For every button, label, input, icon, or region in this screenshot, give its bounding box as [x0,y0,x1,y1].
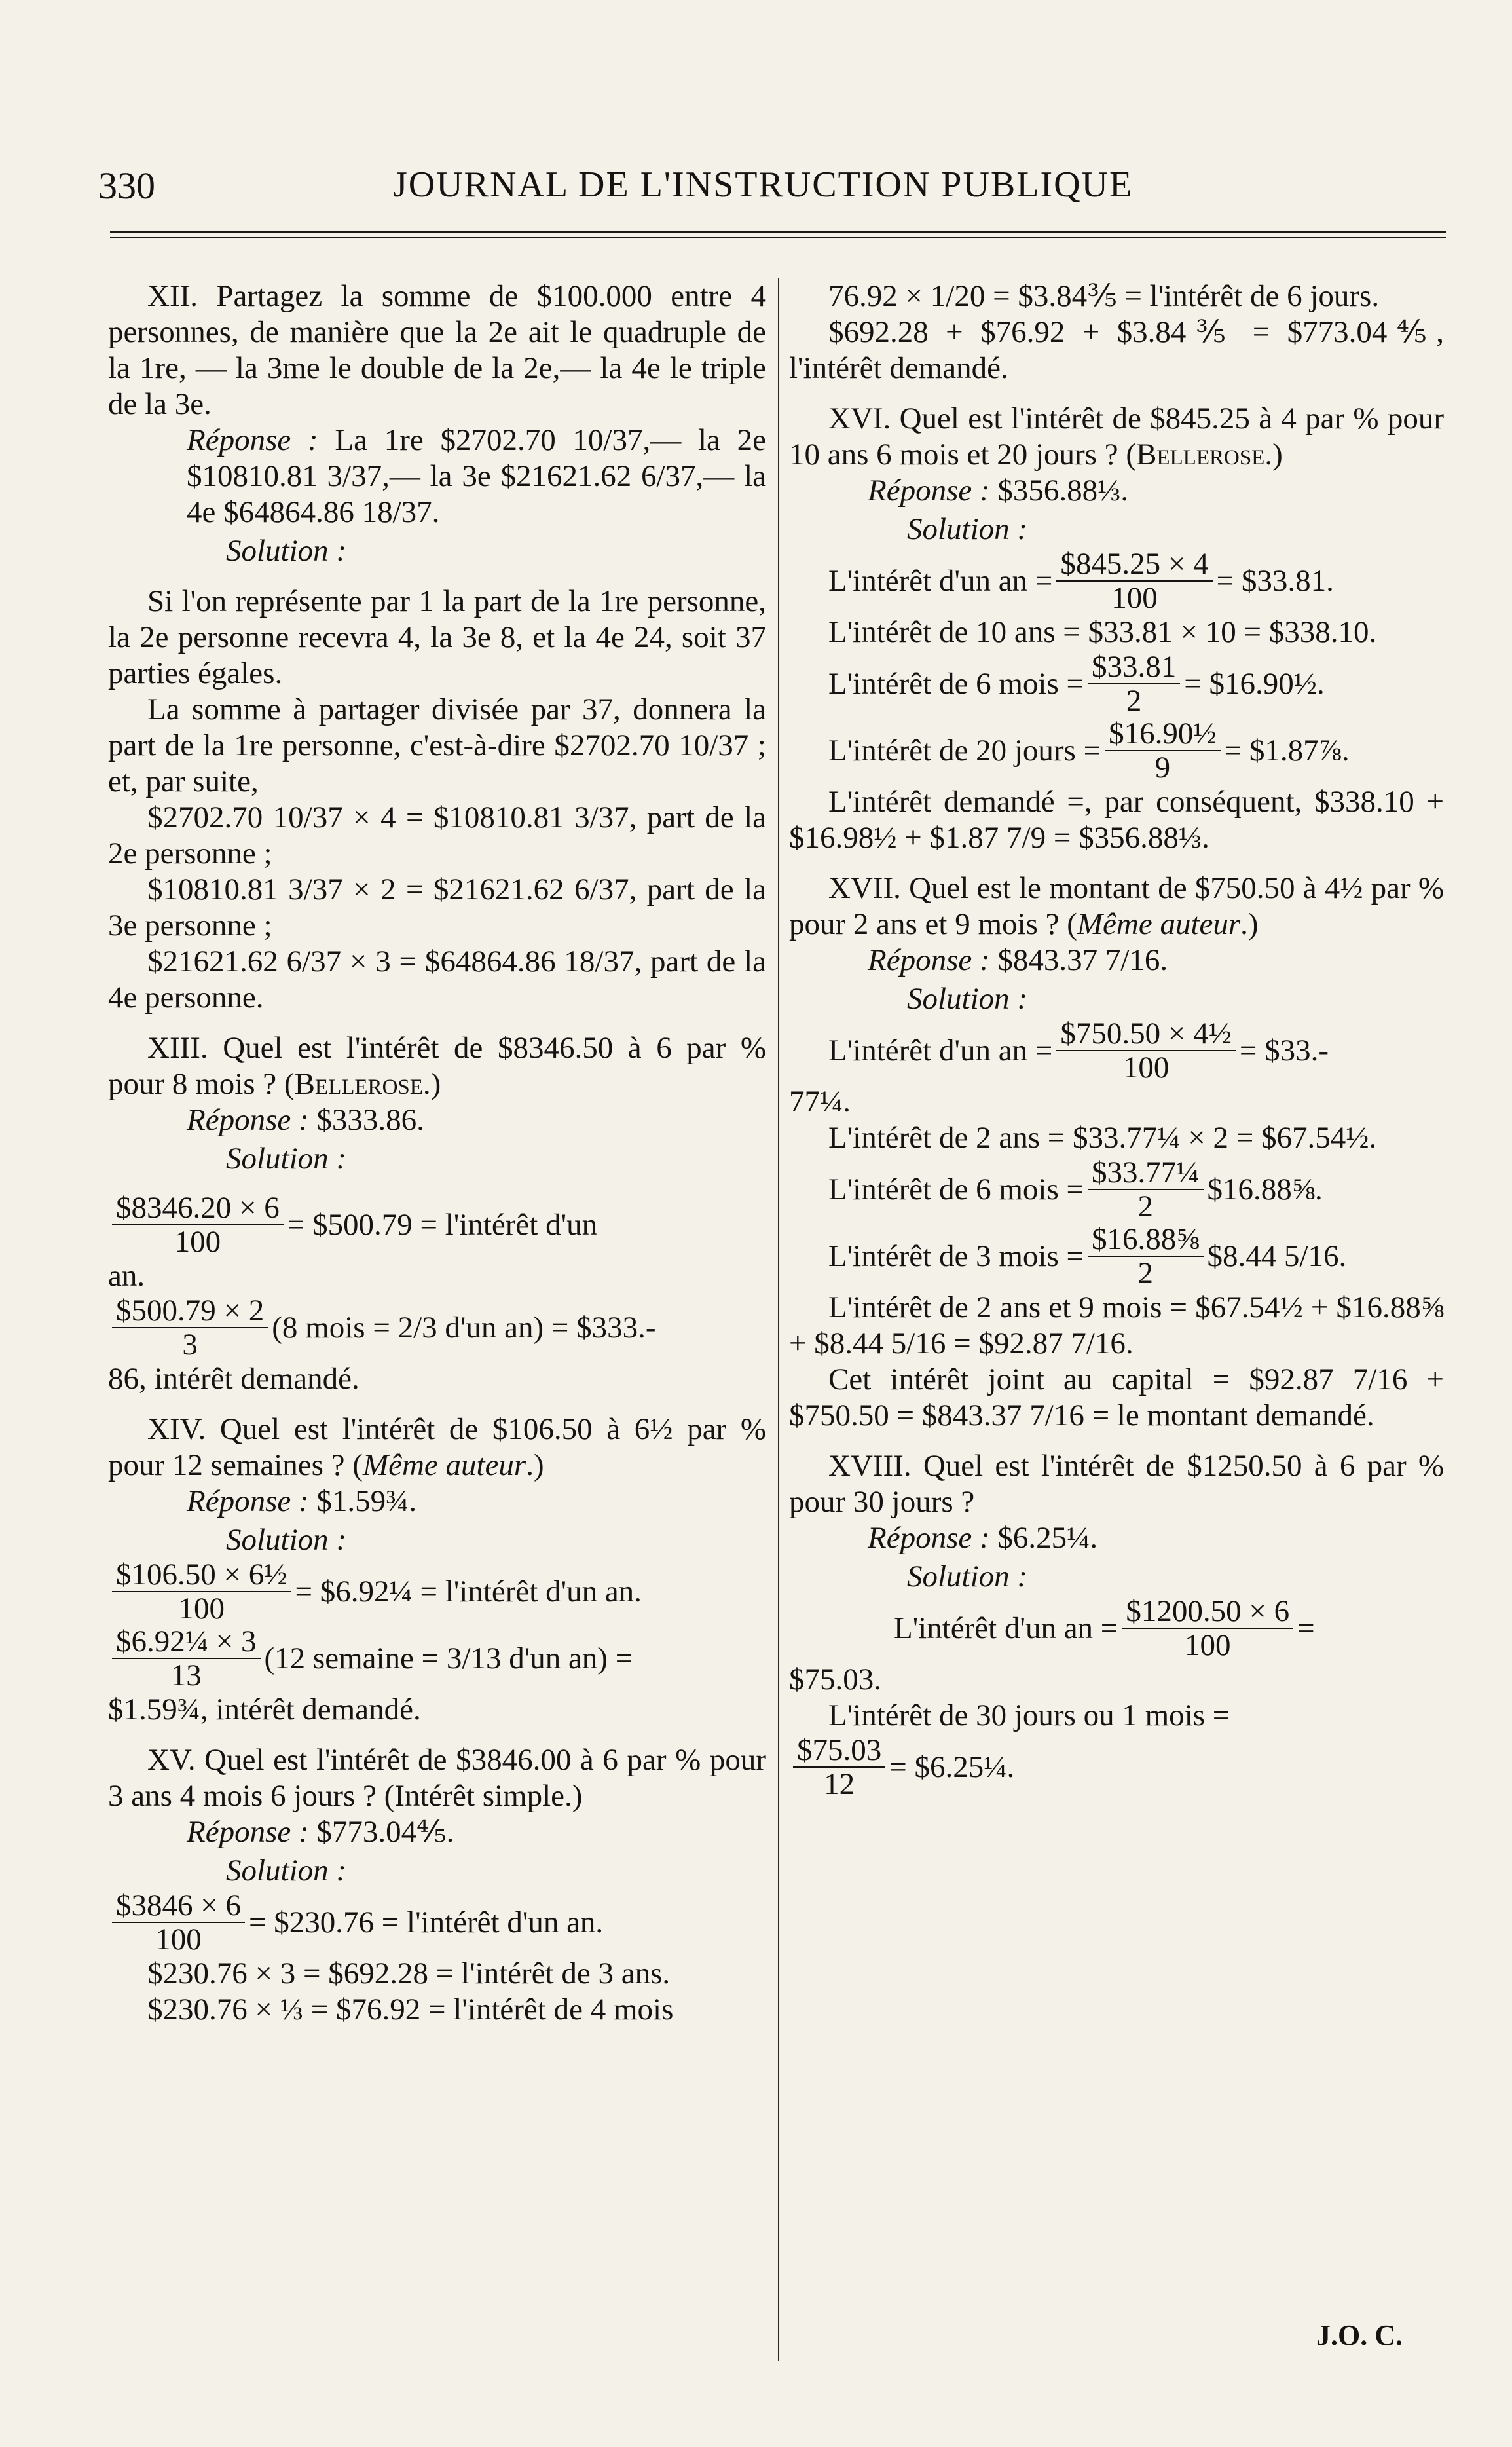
answer-label: Réponse : [868,943,990,977]
fraction: $\frac{\text{\$6.92¼ × 3}}{13}$ [112,1625,261,1692]
author-name: Même auteur [1077,907,1241,941]
problem-xiii-question: XIII. Quel est l'intérêt de $8346.50 à 6 par % pour 8 mois ? (Bellerose.) [108,1031,766,1101]
problem-xiv-answer [108,1484,766,1520]
fraction: $\frac{\$845.25 \times 4}{100}$ [1056,548,1212,614]
fraction: $\frac{\$500.79 \times 2}{3}$ [112,1294,268,1361]
answer-text: $773.04⅘. [316,1815,454,1849]
fraction: $\frac{\text{\$33.77¼}}{2}$ [1088,1156,1204,1223]
equation-line: L'intérêt d'un an = $\frac{\text{\$750.50 × 4½}}{100}$ = $33.- [828,1017,1329,1085]
solution-label: Solution : [226,534,347,568]
equation-line: L'intérêt de 3 mois = $\frac{\text{\$16.88⅝}}{2}$ $8.44 5/16. [828,1222,1347,1290]
equation-line: $692.28 + $76.92 + $3.84⅗ = $773.04⅘, l'intérêt demandé. [789,315,1444,385]
equation-line: $\frac{\$3846 \times 6}{100}$ = $230.76 = l'intérêt d'un an. [108,1889,766,1956]
equation-line: L'intérêt de 6 mois = $\frac{\text{\$33.77¼}}{2}$ $16.88⅝. [828,1155,1323,1224]
header-rule [110,231,1446,233]
answer-text: $333.86. [316,1103,424,1137]
equation-line: L'intérêt d'un an = $\frac{\$1200.50 \times 6}{100}$ = [894,1594,1315,1662]
problem-xii-paragraph: Si l'on représente par 1 la part de la 1re personne, la 2e personne recevra 4, la 3e 8, et la 4e 24, soit 37 parties égales. [108,584,766,690]
solution-label: Solution : [907,982,1028,1016]
equation-line: L'intérêt de 2 ans et 9 mois = $67.54½ + $16.88⅝ + $8.44 5/16 = $92.87 7/16. [789,1290,1444,1360]
problem-xv-question: XV. Quel est l'intérêt de $3846.00 à 6 par % pour 3 ans 4 mois 6 jours ? (Intérêt simple.) [108,1743,766,1813]
page-number: 330 [98,164,155,207]
equation-line: L'intérêt de 10 ans = $33.81 × 10 = $338.10. [828,615,1377,649]
equation-line: $\frac{\text{\$6.92¼ × 3}}{13}$ (12 semaine = 3/13 d'un an) = [108,1625,766,1692]
equation-line: L'intérêt de 6 mois = $\frac{\$33.81}{2}$ = $16.90½. [828,650,1325,718]
solution-label: Solution : [226,1523,347,1557]
equation-line: $\frac{\$500.79 \times 2}{3}$ (8 mois = 2/3 d'un an) = $333.- [108,1294,766,1361]
equation-continuation: $75.03. [789,1662,881,1696]
author-name: Bellerose [1136,438,1265,472]
equation-line: $\frac{\text{\$106.50 × 6½}}{100}$ = $6.92¼ = l'intérêt d'un an. [108,1558,766,1625]
answer-text: La 1re $2702.70 10/37,— la 2e $10810.81 3/37,— la 3e $21621.62 6/37,— la 4e $64864.86 18/37. [187,423,767,529]
equation-continuation: 86, intérêt demandé. [108,1362,360,1396]
equation-line: L'intérêt d'un an = $\frac{\$845.25 \times 4}{100}$ = $33.81. [828,547,1334,615]
solution-label: Solution : [907,1560,1028,1594]
answer-text: $843.37 7/16. [997,943,1168,977]
equation-continuation: $1.59¾, intérêt demandé. [108,1692,421,1727]
problem-xii-question: XII. Partagez la somme de $100.000 entre 4 personnes, de manière que la 2e ait le quadruple de la 1re, — la 3me le double de la 2e,— la 4e le triple de la 3e. [108,279,766,421]
fraction: $\frac{\$8346.20 \times 6}{100}$ [112,1191,284,1258]
equation-line: L'intérêt de 20 jours = $\frac{\text{\$16.90½}}{9}$ = $1.87⅞. [828,717,1350,785]
answer-label: Réponse : [868,1521,990,1555]
answer-text: $6.25¼. [997,1521,1098,1555]
problem-xii-answer [108,422,766,531]
equation-line: L'intérêt de 2 ans = $33.77¼ × 2 = $67.54½. [828,1121,1377,1155]
fraction: $\frac{\text{\$16.90½}}{9}$ [1105,717,1221,784]
problem-xii-paragraph: La somme à partager divisée par 37, donnera la part de la 1re personne, c'est-à-dire $2702.70 10/37 ; et, par suite, [108,692,766,798]
equation-line: $230.76 × ⅓ = $76.92 = l'intérêt de 4 mois [147,1992,674,2027]
problem-xiii-answer [108,1102,766,1138]
answer-text: $1.59¾. [316,1484,417,1518]
author-name: Bellerose [294,1067,423,1101]
answer-label: Réponse : [187,423,318,457]
answer-label: Réponse : [187,1815,309,1849]
problem-xii-paragraph: $10810.81 3/37 × 2 = $21621.62 6/37, part de la 3e personne ; [108,872,766,943]
answer-label: Réponse : [187,1484,309,1518]
solution-label: Solution : [907,512,1028,546]
solution-label: Solution : [226,1142,347,1176]
page-header [98,164,1434,216]
equation-continuation: an. [108,1259,145,1293]
problem-xii-paragraph: $21621.62 6/37 × 3 = $64864.86 18/37, part de la 4e personne. [108,944,766,1015]
equation-line: L'intérêt de 30 jours ou 1 mois = [828,1698,1230,1732]
problem-xiv-question: XIV. Quel est l'intérêt de $106.50 à 6½ par % pour 12 semaines ? (Même auteur.) [108,1412,766,1482]
header-rule-thin [110,237,1446,238]
fraction: $\frac{\$33.81}{2}$ [1088,650,1180,717]
answer-label: Réponse : [187,1103,309,1137]
problem-xviii-answer [789,1520,1444,1556]
equation-line: $\frac{\$75.03}{12}$ = $6.25¼. [789,1734,1444,1801]
fraction: $\frac{\$1200.50 \times 6}{100}$ [1122,1595,1293,1662]
problem-xviii-question: XVIII. Quel est l'intérêt de $1250.50 à 6 par % pour 30 jours ? [789,1449,1444,1519]
problem-xvii-answer [789,943,1444,979]
problem-xvii-question: XVII. Quel est le montant de $750.50 à 4½ par % pour 2 ans et 9 mois ? (Même auteur.) [789,871,1444,941]
fraction: $\frac{\$3846 \times 6}{100}$ [112,1889,245,1956]
answer-label: Réponse : [868,474,990,508]
fraction: $\frac{\text{\$106.50 × 6½}}{100}$ [112,1558,291,1625]
equation-line: Cet intérêt joint au capital = $92.87 7/16 + $750.50 = $843.37 7/16 = le montant demandé. [789,1362,1444,1432]
answer-text: $356.88⅓. [997,474,1129,508]
equation-line: $230.76 × 3 = $692.28 = l'intérêt de 3 ans. [147,1956,671,1990]
running-title: JOURNAL DE L'INSTRUCTION PUBLIQUE [393,164,1134,205]
equation-line: $\frac{\$8346.20 \times 6}{100}$ = $500.79 = l'intérêt d'un [108,1191,766,1258]
problem-xvi-answer [789,473,1444,509]
right-column [789,278,1444,1801]
problem-xvi-question: XVI. Quel est l'intérêt de $845.25 à 4 par % pour 10 ans 6 mois et 20 jours ? (Bellerose.) [789,402,1444,472]
problem-xii-paragraph: $2702.70 10/37 × 4 = $10810.81 3/37, part de la 2e personne ; [108,800,766,870]
column-divider [778,278,779,2361]
equation-continuation: 77¼. [789,1085,851,1119]
solution-label: Solution : [226,1854,347,1888]
author-name: Même auteur [362,1448,526,1482]
equation-line: 76.92 × 1/20 = $3.84⅗ = l'intérêt de 6 jours. [828,279,1380,313]
signature: J.O. C. [1316,2319,1403,2351]
fraction: $\frac{\$75.03}{12}$ [793,1734,885,1801]
problem-xv-answer [108,1814,766,1850]
left-column [108,278,766,2028]
fraction: $\frac{\text{\$750.50 × 4½}}{100}$ [1056,1017,1236,1084]
fraction: $\frac{\text{\$16.88⅝}}{2}$ [1088,1223,1204,1290]
equation-line: L'intérêt demandé =, par conséquent, $338.10 + $16.98½ + $1.87 7/9 = $356.88⅓. [789,785,1444,855]
